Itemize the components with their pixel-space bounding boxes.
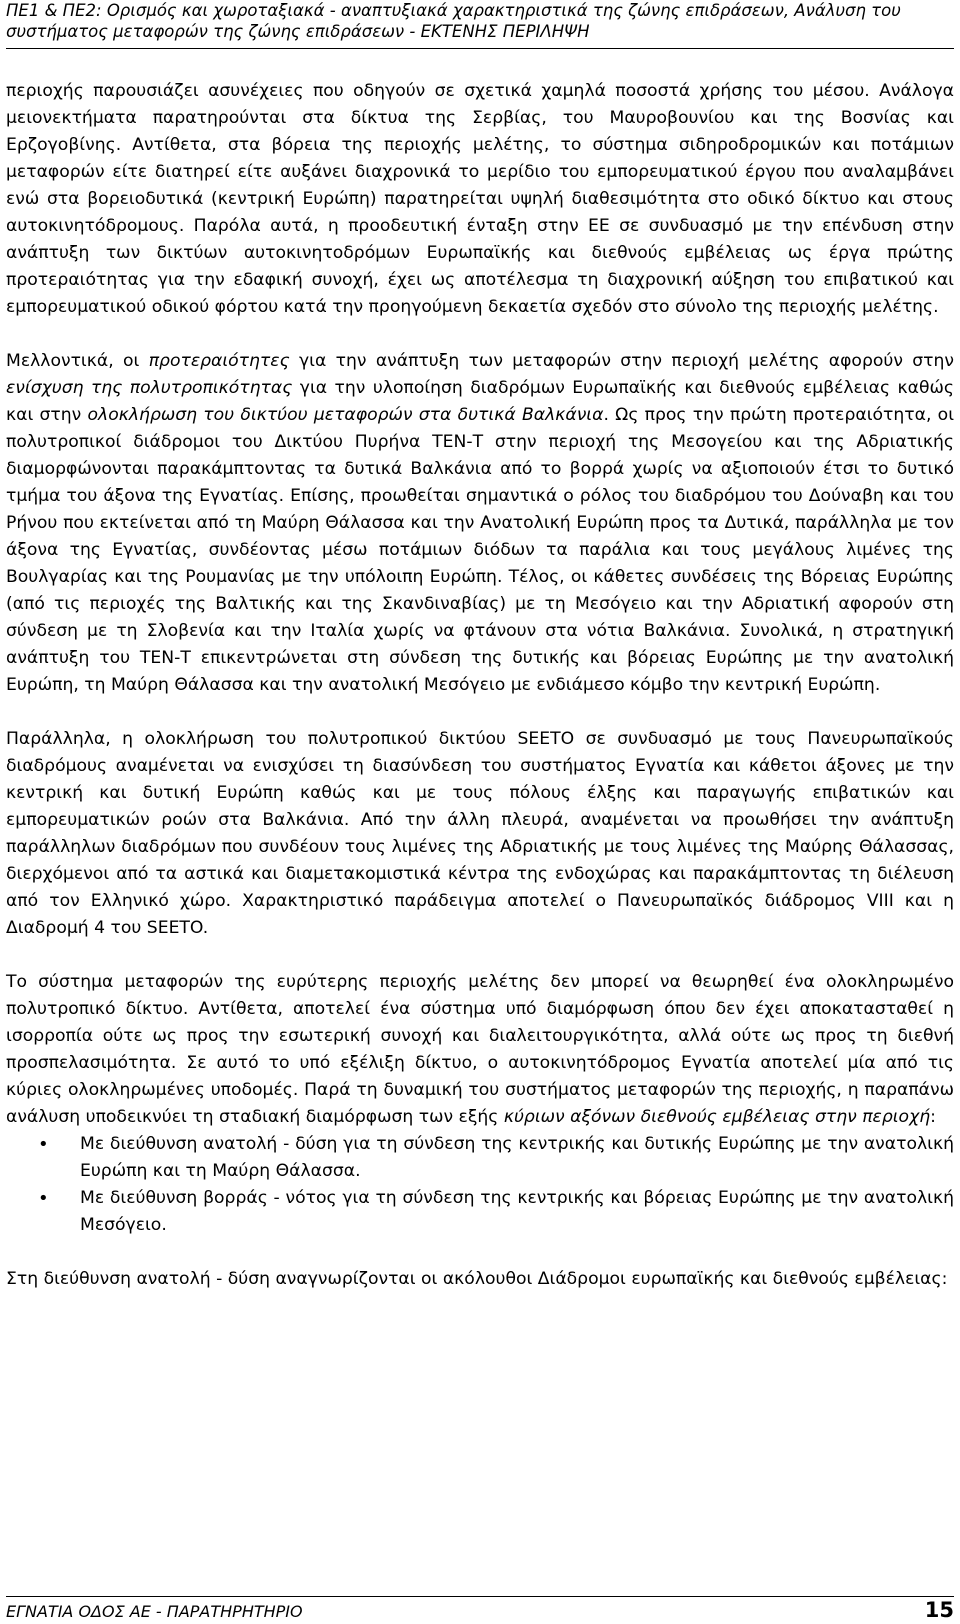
paragraph-2-text-4: . Ως προς την πρώτη προτεραιότητα, οι πολυτροπικοί διάδρομοι του Δικτύου Πυρήνα ΤΕΝ-Τ στην περιοχή της Μεσογείου και της Αδριατικής διαμορφώνονται παρακάμπτοντας τα δυτικά Βαλκάνια από το βορρά χωρίς να αξιοποιούν έτσι το δυτικό τμήμα του άξονα της Εγνατίας. Επίσης, προωθείται σημαντικά ο ρόλος του διαδρόμου του Δούναβη και του Ρήνου που εκτείνεται από τη Μαύρη Θάλασσα και την Ανατολική Ευρώπη προς τα Δυτικά, παράλληλα με τον άξονα της Εγνατίας, συνδέοντας μέσω ποτάμιων διόδων τα παράλια και τους μεγάλους λιμένες της Βουλγαρίας και της Ρουμανίας με την υπόλοιπη Ευρώπη. Τέλος, οι κάθετες συνδέσεις της Βόρειας Ευρώπης (από τις περιοχές της Βαλτικής και της Σκανδιναβίας) με τη Μεσόγειο και την Αδριατική αφορούν στη σύνδεση με τη Σλοβενία και την Ιταλία χωρίς να φτάνουν στα νότια Βαλκάνια. Συνολικά, η στρατηγική ανάπτυξη του ΤΕΝ-Τ επικεντρώνεται στη σύνδεση της δυτικής και βόρειας Ευρώπης με την ανατολική Ευρώπη, τη Μαύρη Θάλασσα και την ανατολική Μεσόγειο με ενδιάμεσο κόμβο την κεντρική Ευρώπη. <box>6 405 955 695</box>
document-body <box>6 78 954 1320</box>
paragraph-2-text-1: Μελλοντικά, οι <box>6 351 149 371</box>
paragraph-5: Στη διεύθυνση ανατολή - δύση αναγνωρίζονται οι ακόλουθοι Διάδρομοι ευρωπαϊκής και διεθνούς εμβέλειας: <box>6 1269 948 1289</box>
paragraph-2-text-3: για την υλοποίηση διαδρόμων Ευρωπαϊκής και διεθνούς εμβέλειας καθώς και στην <box>6 378 954 425</box>
paragraph-1: περιοχής παρουσιάζει ασυνέχειες που οδηγούν σε σχετικά χαμηλά ποσοστά χρήσης του μέσου. Ανάλογα μειονεκτήματα παρατηρούνται στα δίκτυα της Σερβίας, του Μαυροβουνίου και της Βοσνίας και Ερζογοβίνης. Αντίθετα, στα βόρεια της περιοχής μελέτης, το σύστημα σιδηροδρομικών και ποτάμιων μεταφορών είτε διατηρεί είτε αυξάνει διαχρονικά το μερίδιο του εμπορευματικού έργου που αναλαμβάνει ενώ στα βορειοδυτικά (κεντρική Ευρώπη) παρατηρείται υψηλή διαθεσιμότητα στο οδικό δίκτυο και στους αυτοκινητόδρομους. Παρόλα αυτά, η προοδευτική ένταξη στην ΕΕ σε συνδυασμό με την επένδυση στην ανάπτυξη των δικτύων αυτοκινητοδρόμων Ευρωπαϊκής και διεθνούς εμβέλειας ως έργα πρώτης προτεραιότητας για την εδαφική συνοχή, έχει ως αποτέλεσμα τη διαχρονική αύξηση του επιβατικού και εμπορευματικού οδικού φόρτου κατά την προηγούμενη δεκαετία σχεδόν στο σύνολο της περιοχής μελέτης. <box>6 81 954 317</box>
paragraph-2-emphasis-1: προτεραιότητες <box>148 351 290 371</box>
paragraph-3: Παράλληλα, η ολοκλήρωση του πολυτροπικού δικτύου SEETO σε συνδυασμό με τους Πανευρωπαϊκούς διαδρόμους αναμένεται να ενισχύσει τη διασύνδεση του συστήματος Εγνατία και κάθετοι άξονες με την κεντρική και δυτική Ευρώπη καθώς και με τους πόλους έλξης και παραγωγής επιβατικών και εμπορευματικών ροών στα Βαλκάνια. Από την άλλη πλευρά, αναμένεται να προωθήσει την ανάπτυξη παράλληλων διαδρόμων που συνδέουν τους λιμένες της Αδριατικής με τους λιμένες της Μαύρης Θάλασσας, διερχόμενοι από τα αστικά και διαμετακομιστικά κέντρα της ενδοχώρας και παρακάμπτοντας τη διέλευση από τον Ελληνικό χώρο. Χαρακτηριστικό παράδειγμα αποτελεί ο Πανευρωπαϊκός διάδρομος VIII και η Διαδρομή 4 του SEETO. <box>6 729 954 938</box>
axes-bullet-list <box>6 1131 954 1239</box>
running-header: ΠΕ1 & ΠΕ2: Ορισμός και χωροταξιακά - αναπτυξιακά χαρακτηριστικά της ζώνης επιδράσεων, Ανάλυση του συστήματος μεταφορών της ζώνης επιδράσεων - ΕΚΤΕΝΗΣ ΠΕΡΙΛΗΨΗ <box>6 1 901 41</box>
page-footer <box>6 1600 954 1624</box>
page-number: 15 <box>924 1598 954 1622</box>
paragraph-2-text-2: για την ανάπτυξη των μεταφορών στην περιοχή μελέτης αφορούν στην <box>289 351 954 371</box>
paragraph-2-emphasis-3: ολοκλήρωση του δικτύου μεταφορών στα δυτικά Βαλκάνια <box>87 405 604 425</box>
footer-divider <box>6 1596 954 1597</box>
bullet-item: • Με διεύθυνση ανατολή - δύση για τη σύνδεση της κεντρικής και δυτικής Ευρώπης με την ανατολική Ευρώπη και τη Μαύρη Θάλασσα. <box>80 1131 954 1185</box>
paragraph-4-emphasis-1: κύριων αξόνων διεθνούς εμβέλειας στην περιοχή <box>503 1107 931 1127</box>
paragraph-2 <box>6 348 954 699</box>
bullet-item: • Με διεύθυνση βορράς - νότος για τη σύνδεση της κεντρικής και βόρειας Ευρώπης με την ανατολική Μεσόγειο. <box>80 1185 954 1239</box>
paragraph-4 <box>6 969 954 1131</box>
header-divider <box>6 48 954 49</box>
paragraph-4-text-2: : <box>930 1107 936 1127</box>
footer-title: ΕΓΝΑΤΙΑ ΟΔΟΣ ΑΕ - ΠΑΡΑΤΗΡΗΤΗΡΙΟ <box>6 1602 303 1621</box>
paragraph-2-emphasis-2: ενίσχυση της πολυτροπικότητας <box>6 378 293 398</box>
paragraph-4-text-1: Το σύστημα μεταφορών της ευρύτερης περιοχής μελέτης δεν μπορεί να θεωρηθεί ένα ολοκληρωμένο πολυτροπικό δίκτυο. Αντίθετα, αποτελεί ένα σύστημα υπό διαμόρφωση όπου δεν έχει αποκατασταθεί η ισορροπία ούτε ως προς την εσωτερική συνοχή και διαλειτουργικότητα, αλλά ούτε ως προς τη διεθνή προσπελασιμότητα. Σε αυτό το υπό εξέλιξη δίκτυο, ο αυτοκινητόδρομος Εγνατία αποτελεί μία από τις κύριες ολοκληρωμένες υποδομές. Παρά τη δυναμική του συστήματος μεταφορών της περιοχής, η παραπάνω ανάλυση υποδεικνύει τη σταδιακή διαμόρφωση των εξής <box>6 972 954 1127</box>
